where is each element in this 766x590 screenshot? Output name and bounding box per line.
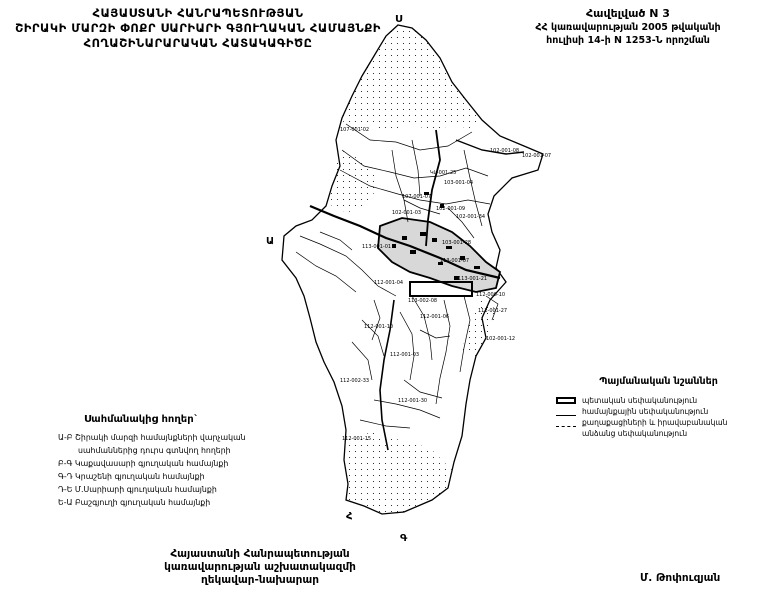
thin-line-swatch	[556, 408, 576, 416]
dotted-area-north	[342, 25, 482, 132]
compass-south-label-1: Հ	[346, 511, 353, 522]
footer-line-1: Հայաստանի Հանրապետության	[170, 548, 350, 560]
approval-line-2: ՀՀ կառավարության 2005 թվականի	[535, 22, 721, 33]
approval-line-1: Հավելված N 3	[586, 7, 670, 20]
compass-north-label: Ս	[395, 14, 403, 25]
legend-item-private	[556, 417, 761, 428]
boundary-legend-row: Բ-Գ Կաքավասարի գյուղական համայնքի	[58, 459, 229, 468]
parcel-label: 112-001-27	[478, 308, 508, 314]
legend-item-private-cont	[556, 428, 761, 439]
parcel-label: 113-002-08	[408, 298, 438, 304]
title-line-2: ՇԻՐԱԿԻ ՄԱՐԶԻ ՓՈՔՐ ՍԱՐԻԱՐԻ ԳՅՈՒՂԱԿԱՆ ՀԱՄԱՅՆՔԻ	[15, 21, 381, 35]
title-line-1: ՀԱՅԱՍՏԱՆԻ ՀԱՆՐԱՊԵՏՈՒԹՅԱՆ	[92, 6, 304, 20]
footer-line-2: կառավարության աշխատակազմի	[164, 561, 356, 573]
dotted-area-west	[330, 150, 378, 212]
parcel-label: 102-001-12	[486, 336, 516, 342]
empty-swatch	[556, 430, 576, 437]
parcel-label: 103-001-28	[442, 240, 472, 246]
parcel-label: 102-001-03	[392, 210, 422, 216]
parcel-label: 113-001-07	[440, 258, 470, 264]
boundary-legend-row: Գ-Դ Կրաշենի գյուղական համայնքի	[58, 472, 205, 481]
legend-item-label: համայնքային սեփականություն	[582, 407, 709, 416]
conventional-legend	[556, 376, 761, 439]
road-south	[380, 300, 394, 450]
compass-south-label-2: Գ	[400, 533, 408, 544]
parcel-label: 112-000-10	[476, 292, 506, 298]
parcel-label: 102-001-07	[522, 153, 552, 159]
approval-line-3: հուլիսի 14-ի N 1253-Ն որոշման	[546, 35, 710, 46]
boundary-legend-row: Դ-Ե Մ.Սարիարի գյուղական համայնքի	[58, 485, 217, 494]
parcel-label: 112-001-30	[398, 398, 428, 404]
dotted-area-south	[346, 432, 452, 514]
boundary-legend-row: Ա-Բ Շիրակի մարզի համայնքների վարչական	[58, 433, 246, 442]
parcel-label: 112-001-03	[390, 352, 420, 358]
dashed-line-swatch	[556, 419, 576, 427]
parcel-label: 102-001-34	[456, 214, 486, 220]
conventional-legend-title: Պայմանական նշաններ	[599, 376, 718, 387]
thick-border-swatch	[556, 397, 576, 404]
boundary-legend-row: սահմաններից դուրս գտնվող հողերի	[78, 446, 231, 455]
parcel-label: 102-001-08	[490, 148, 520, 154]
title-line-3: ՀՈՂԱՇԻՆԱՐԱՐԱԿԱՆ ՀԱՏԱԿԱԳԻԾԸ	[83, 36, 313, 50]
compass-west-label: Ա	[266, 236, 275, 247]
footer-line-3: ղեկավար-նախարար	[201, 574, 319, 586]
legend-item-community	[556, 406, 761, 417]
parcel-label: 113-001-01	[362, 244, 392, 250]
legend-item-state	[556, 395, 761, 406]
parcel-label: Կկ-001-25	[430, 170, 457, 176]
parcel-label: 107-001-07	[402, 194, 432, 200]
parcel-label: 112-001-04	[374, 280, 404, 286]
parcel-label: 112-001-10	[364, 324, 394, 330]
parcel-label: 102-001-09	[436, 206, 466, 212]
parcel-label: 107-001-02	[340, 127, 370, 133]
parcel-label: 112-001-06	[420, 314, 450, 320]
boundary-legend-row: Ե-Ա Բաշգյուղի գյուղական համայնքի	[58, 498, 211, 507]
parcel-label: 112-001-15	[342, 436, 372, 442]
footer-signatory-title	[140, 548, 380, 587]
parcel-label: 103-001-04	[444, 180, 474, 186]
legend-item-label: անձանց սեփականություն	[582, 429, 688, 438]
legend-item-label: պետական սեփականություն	[582, 396, 698, 405]
legend-item-label: քաղաքացիների և իրավաբանական	[582, 418, 728, 427]
parcel-label: 113-001-21	[458, 276, 488, 282]
boundary-legend-title: Սահմանակից հողեր`	[84, 414, 199, 425]
boundary-legend	[40, 414, 310, 509]
footer-signatory-name: Մ. Թոփուզյան	[640, 572, 721, 584]
parcel-label: 112-002-33	[340, 378, 370, 384]
